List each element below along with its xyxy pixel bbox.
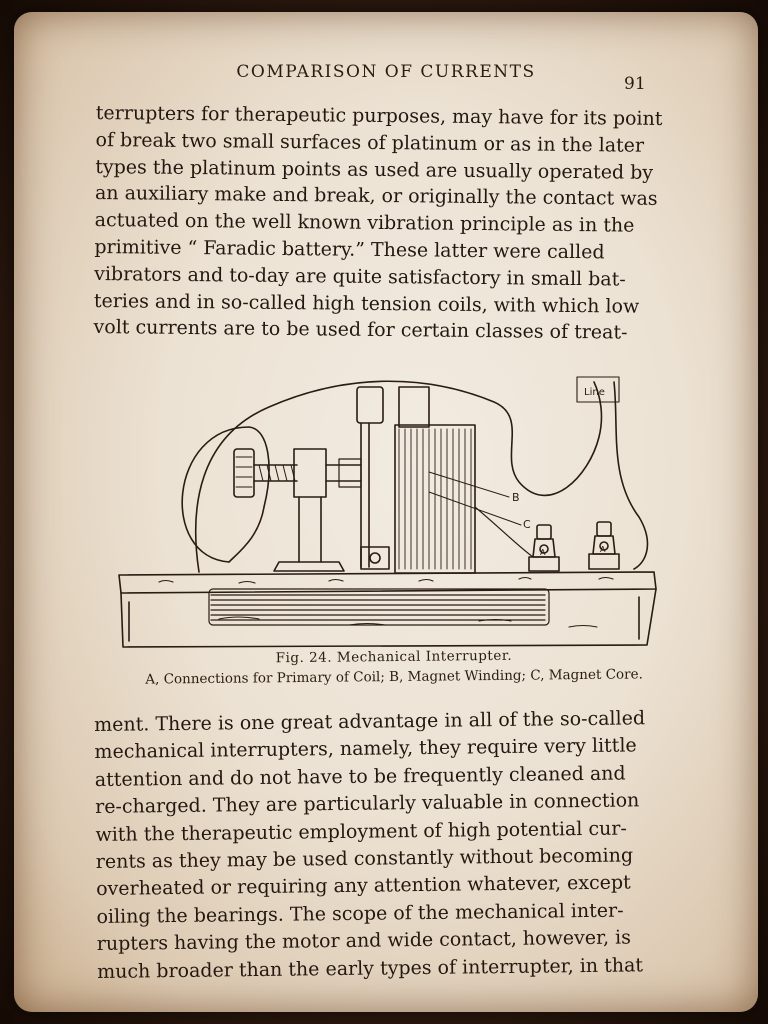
- paragraph-top: [93, 100, 675, 347]
- running-head: COMPARISON OF CURRENTS: [236, 62, 536, 82]
- adjusting-screw: [234, 449, 297, 497]
- text-line: terrupters for therapeutic purposes, may have for its point: [95, 101, 663, 130]
- label-c: C: [523, 518, 531, 531]
- interrupter-illustration: [99, 357, 669, 657]
- paragraph-bottom: [94, 705, 687, 986]
- text-line: of break two small surfaces of platinum or as in the later: [95, 128, 645, 157]
- screw-pillar: [274, 449, 361, 571]
- text-line: types the platinum points as used are usually operated by: [95, 155, 654, 184]
- label-a-right: A: [600, 545, 606, 554]
- caption-legend: A, Connections for Primary of Coil; B, Magnet Winding; C, Magnet Core.: [145, 666, 643, 688]
- text-line: an auxiliary make and break, or originally the contact was: [94, 182, 658, 211]
- text-line: rupters having the motor and wide contact, however, is: [96, 926, 632, 956]
- text-line: primitive “ Faradic battery.” These latter were called: [94, 235, 605, 264]
- caption-title: Fig. 24. Mechanical Interrupter.: [275, 647, 513, 667]
- text-line: oiling the bearings. The scope of the mechanical inter-: [96, 899, 624, 928]
- wire-line: [614, 382, 647, 569]
- label-a-left: A: [540, 548, 546, 557]
- text-line: attention and do not have to be frequently cleaned and: [94, 762, 626, 791]
- text-line: actuated on the well known vibration principle as in the: [94, 209, 635, 237]
- figure-caption: [84, 646, 704, 688]
- text-line: teries and in so-called high tension coils, with which low: [93, 289, 640, 318]
- text-line: much broader than the early types of interrupter, in that: [97, 953, 644, 983]
- label-line: Line: [584, 387, 605, 398]
- label-b: B: [512, 491, 520, 504]
- text-line: rents as they may be used constantly without becoming: [95, 844, 634, 874]
- text-line: ment. There is one great advantage in all of the so-called: [94, 707, 646, 736]
- page-number: 91: [624, 74, 646, 94]
- magnet-winding: [395, 387, 475, 573]
- text-line: vibrators and to-day are quite satisfactory in small bat-: [94, 262, 626, 291]
- text-line: re-charged. They are particularly valuable in connection: [95, 789, 640, 819]
- primary-coil: [209, 589, 549, 625]
- book-page: [14, 12, 758, 1012]
- text-line: overheated or requiring any attention whatever, except: [96, 871, 631, 901]
- vibrating-armature: [357, 387, 389, 569]
- text-line: with the therapeutic employment of high potential cur-: [95, 817, 627, 846]
- text-line: mechanical interrupters, namely, they require very little: [94, 734, 637, 764]
- text-line: volt currents are to be used for certain classes of treat-: [93, 316, 628, 344]
